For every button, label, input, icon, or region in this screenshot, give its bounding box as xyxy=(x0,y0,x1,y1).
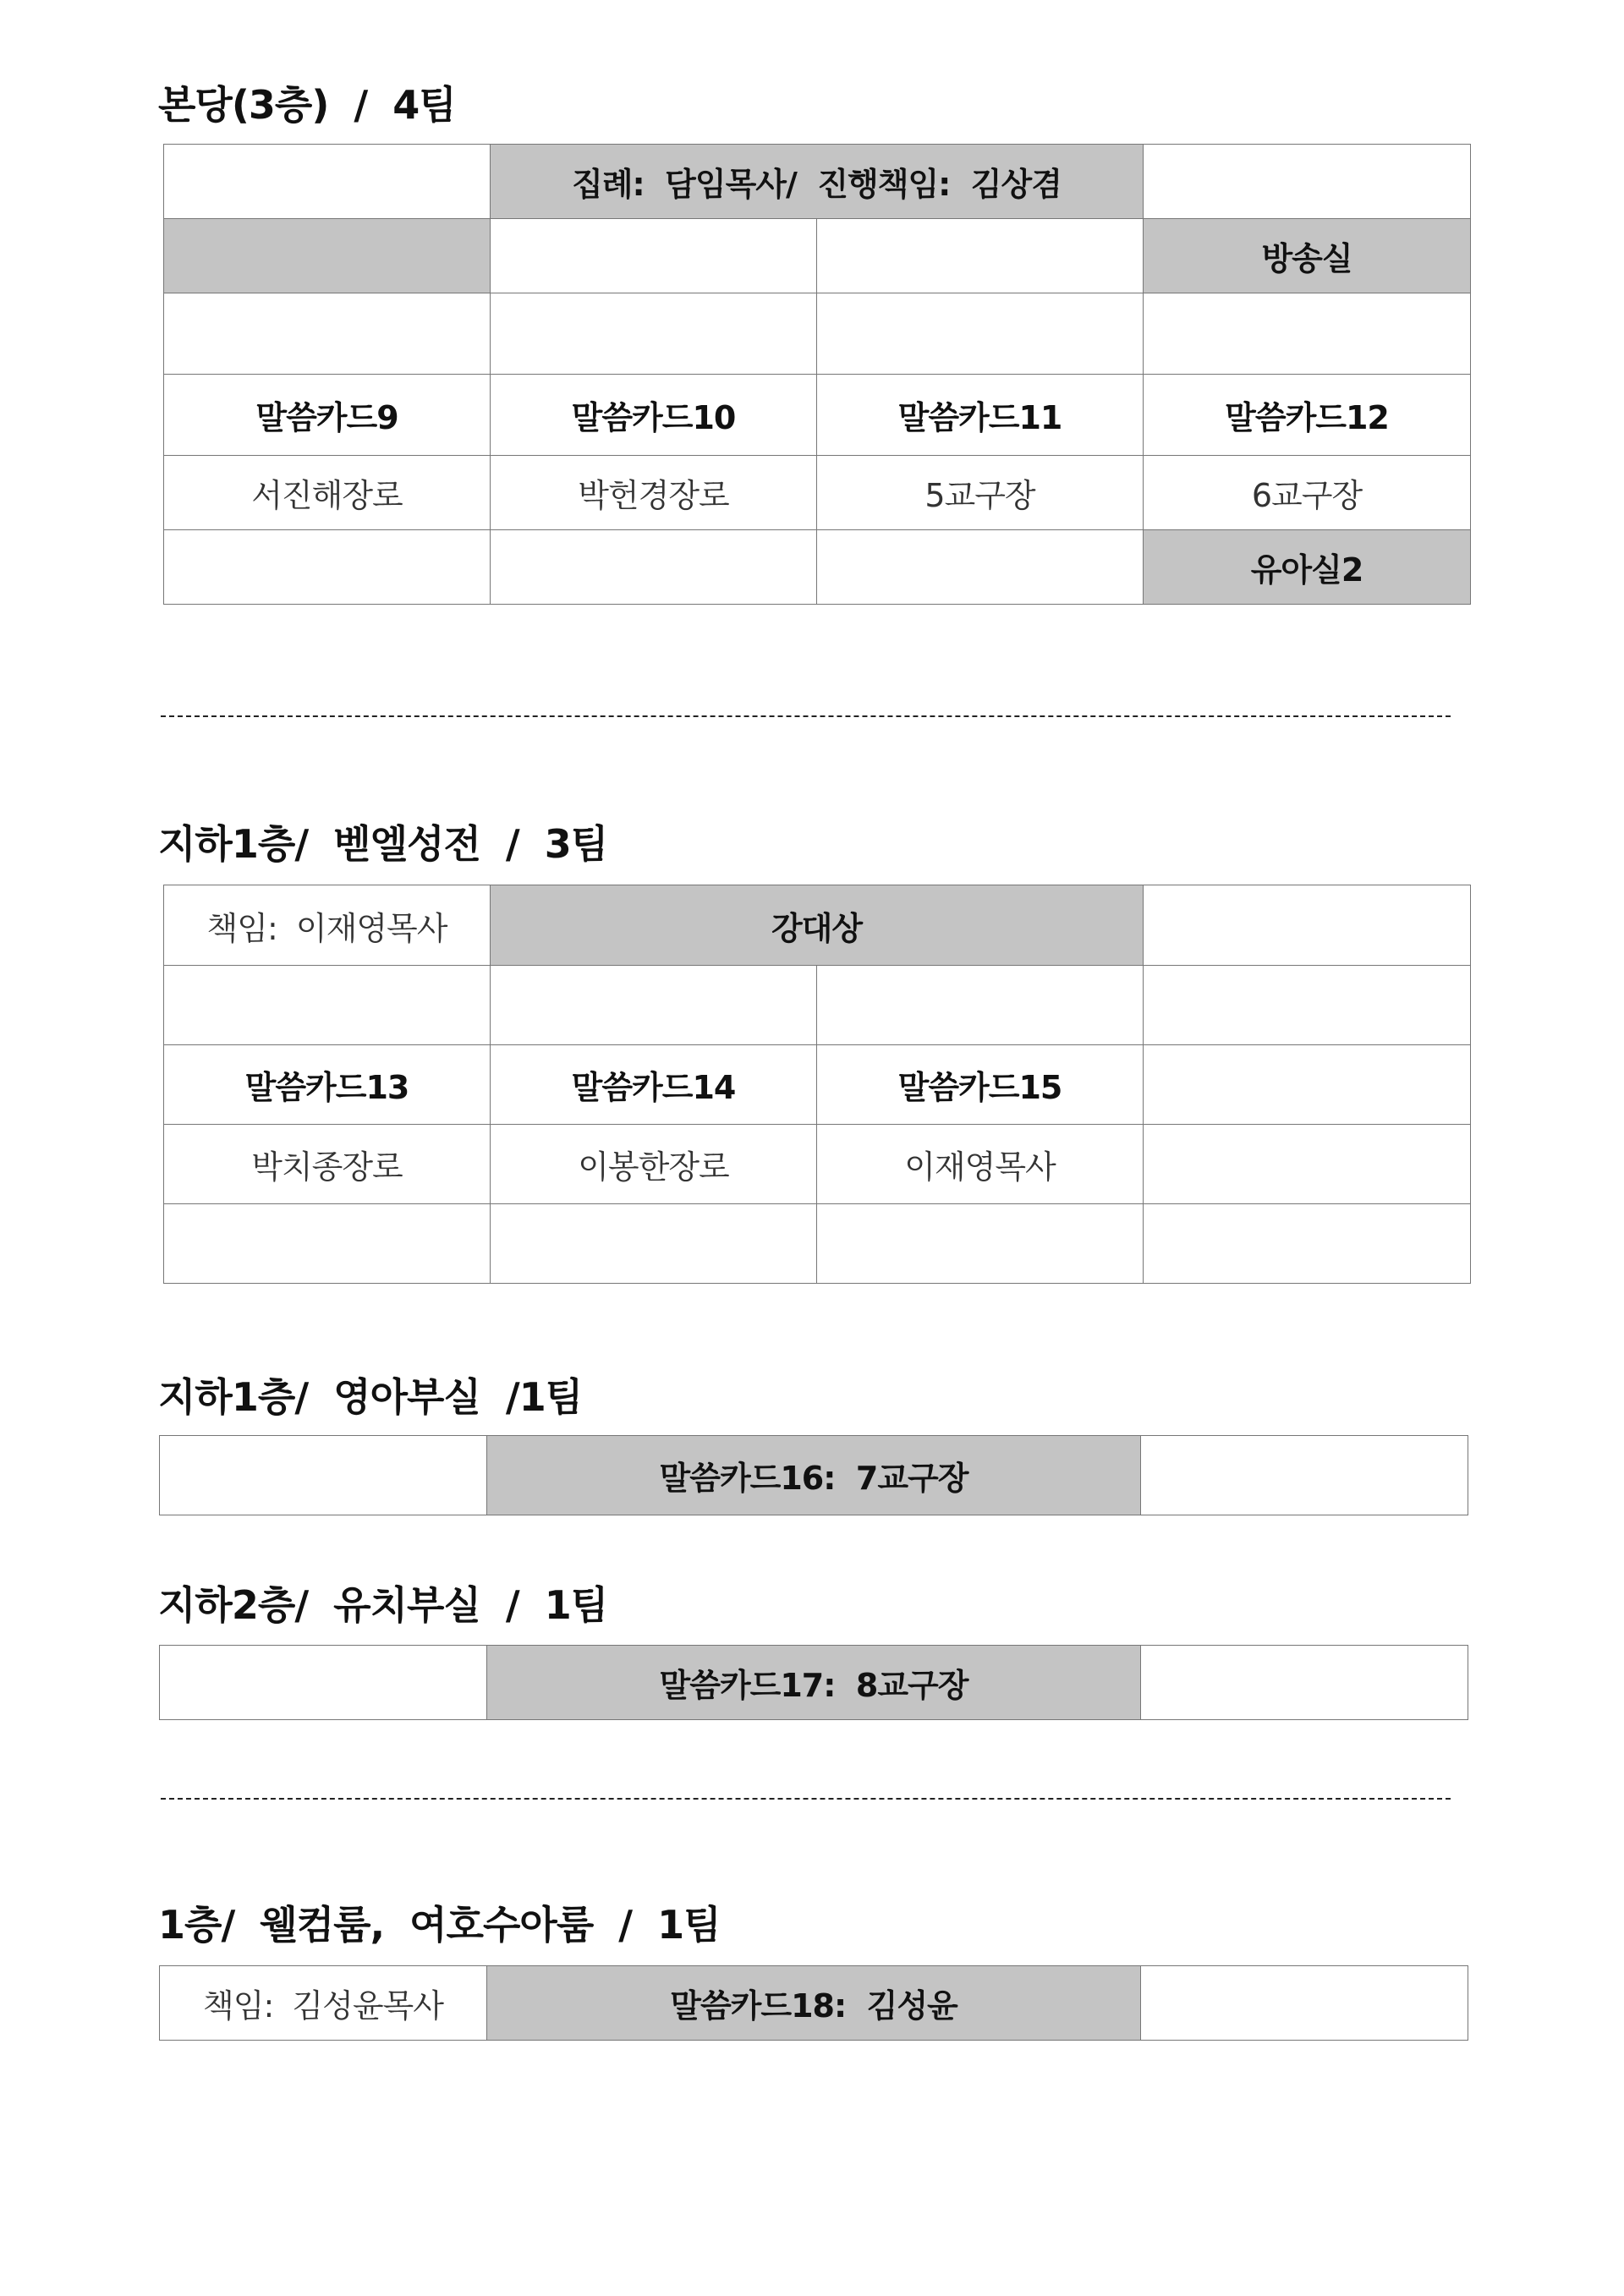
word-card-cell: 말씀카드12 xyxy=(1144,375,1471,456)
dashed-divider xyxy=(161,1798,1451,1800)
cell xyxy=(164,219,491,293)
cell xyxy=(491,219,817,293)
welcome-room-table xyxy=(159,1965,1468,2041)
cell xyxy=(1144,1045,1471,1125)
section-heading-infant-room: 지하1층/ 영아부실 /1팀 xyxy=(158,1374,583,1420)
cell xyxy=(817,966,1144,1045)
assignee-cell: 이재영목사 xyxy=(817,1125,1144,1204)
cell xyxy=(491,293,817,375)
section-heading-kindergarten-room: 지하2층/ 유치부실 / 1팀 xyxy=(158,1582,608,1628)
word-card-cell: 말씀카드9 xyxy=(164,375,491,456)
assignee-cell: 박헌경장로 xyxy=(491,456,817,530)
cell xyxy=(491,1204,817,1284)
word-card-cell: 말씀카드14 xyxy=(491,1045,817,1125)
cell xyxy=(1144,1125,1471,1204)
cell xyxy=(164,530,491,605)
cell xyxy=(160,1646,487,1720)
cell xyxy=(1141,1436,1468,1515)
cell xyxy=(164,966,491,1045)
word-card-cell: 말씀카드10 xyxy=(491,375,817,456)
word-card-cell: 말씀카드18: 김성윤 xyxy=(487,1966,1141,2041)
broadcast-room-cell: 방송실 xyxy=(1144,219,1471,293)
cell xyxy=(817,293,1144,375)
cell xyxy=(1144,885,1471,966)
cell xyxy=(817,219,1144,293)
word-card-cell: 말씀카드17: 8교구장 xyxy=(487,1646,1141,1720)
responsible-cell: 책임: 김성윤목사 xyxy=(160,1966,487,2041)
cell xyxy=(817,1204,1144,1284)
nursery-room-cell: 유아실2 xyxy=(1144,530,1471,605)
assignee-cell: 6교구장 xyxy=(1144,456,1471,530)
word-card-cell: 말씀카드15 xyxy=(817,1045,1144,1125)
cell xyxy=(491,966,817,1045)
cell xyxy=(1141,1966,1468,2041)
responsible-cell: 책임: 이재영목사 xyxy=(164,885,491,966)
dashed-divider xyxy=(161,715,1451,717)
assignee-cell: 이봉한장로 xyxy=(491,1125,817,1204)
cell xyxy=(1141,1646,1468,1720)
word-card-cell: 말씀카드13 xyxy=(164,1045,491,1125)
cell xyxy=(1144,293,1471,375)
cell xyxy=(1144,1204,1471,1284)
kindergarten-room-table xyxy=(159,1645,1468,1720)
officiant-cell: 집례: 담임목사/ 진행책임: 김상겸 xyxy=(491,145,1144,219)
cell xyxy=(491,530,817,605)
cell xyxy=(164,145,491,219)
word-card-cell: 말씀카드11 xyxy=(817,375,1144,456)
section-heading-main-hall: 본당(3층) / 4팀 xyxy=(158,82,456,128)
infant-room-table xyxy=(159,1435,1468,1515)
cell xyxy=(160,1436,487,1515)
assignee-cell: 5교구장 xyxy=(817,456,1144,530)
section-heading-bethel: 지하1층/ 벧엘성전 / 3팀 xyxy=(158,821,608,867)
cell xyxy=(817,530,1144,605)
cell xyxy=(1144,145,1471,219)
assignee-cell: 박치종장로 xyxy=(164,1125,491,1204)
word-card-cell: 말씀카드16: 7교구장 xyxy=(487,1436,1141,1515)
cell xyxy=(164,1204,491,1284)
section-heading-welcome-room: 1층/ 웰컴룸, 여호수아룸 / 1팀 xyxy=(158,1902,721,1948)
bethel-table xyxy=(163,885,1471,1284)
cell xyxy=(1144,966,1471,1045)
assignee-cell: 서진해장로 xyxy=(164,456,491,530)
pulpit-cell: 강대상 xyxy=(491,885,1144,966)
cell xyxy=(164,293,491,375)
main-hall-table xyxy=(163,144,1471,605)
